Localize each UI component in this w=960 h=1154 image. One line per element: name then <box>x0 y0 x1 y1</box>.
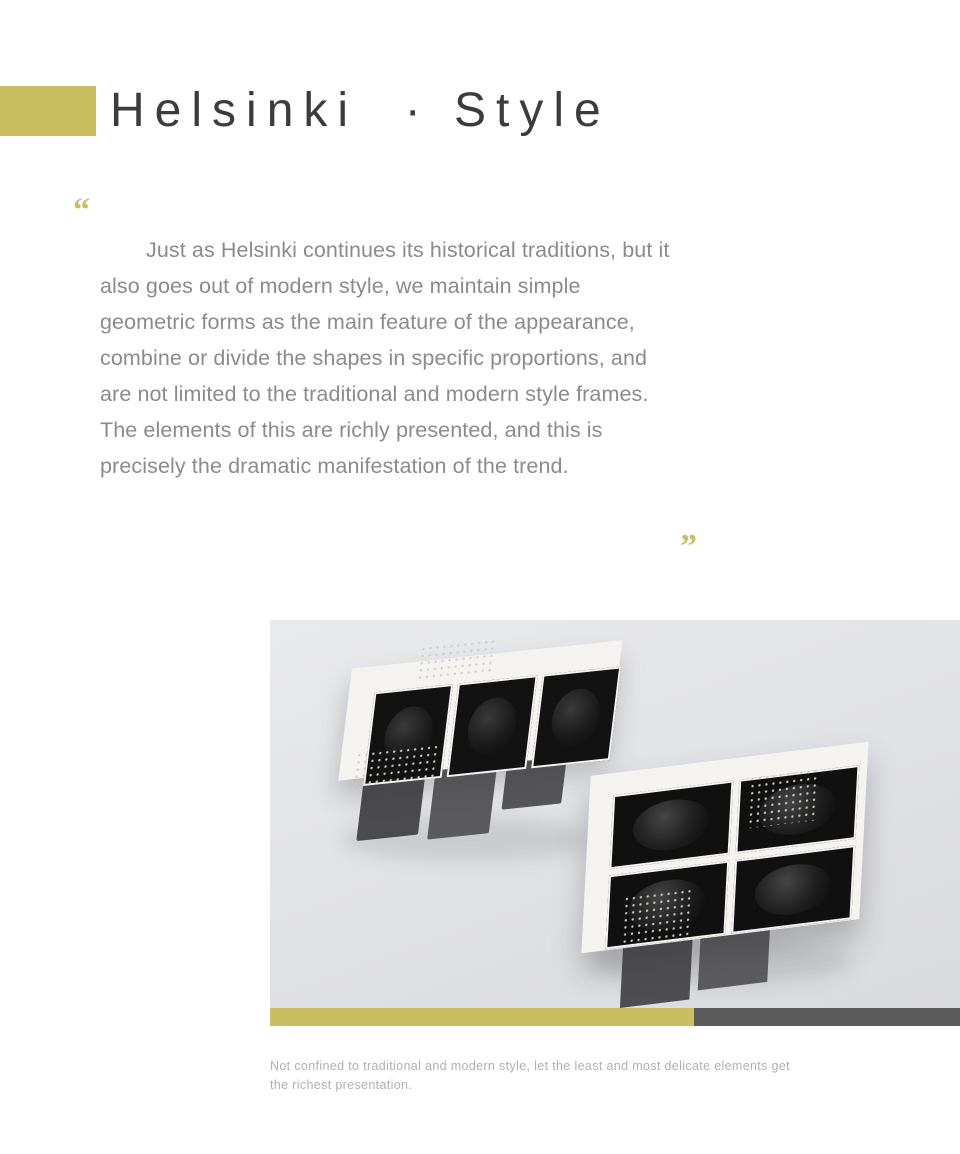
fixture-cell <box>447 675 537 777</box>
perforated-plaster-flange <box>621 887 693 948</box>
fixture-cell <box>731 845 855 934</box>
quote-open-icon: “ <box>73 192 90 229</box>
figure-caption: Not confined to traditional and modern style, let the least and most delicate elements get the richest presentation. <box>270 1058 790 1092</box>
caption-accent-bar-gold <box>270 1008 694 1026</box>
quote-close-icon: ” <box>680 528 697 565</box>
caption-accent-bar-grey <box>694 1008 960 1026</box>
four-cell-fixture <box>571 730 881 1000</box>
fixture-cell <box>531 666 621 768</box>
fixture-cell <box>609 780 733 869</box>
header-color-swatch <box>0 86 96 136</box>
page-header <box>0 78 611 144</box>
caption-accent-bar <box>270 1008 960 1026</box>
quote-text: Just as Helsinki continues its historical traditions, but it also goes out of modern style, we maintain simple geometric forms as the main feature of the appearance, combine or divide the shapes in specific proportions, and are not limited to the traditional and modern style frames. The elements of this are richly presented, and this is precisely the dramatic manifestation of the trend. <box>100 237 670 478</box>
product-photo <box>270 620 960 1008</box>
page-title: Helsinki · Style <box>110 84 611 137</box>
perforated-plaster-flange <box>747 767 819 828</box>
product-photo-scene <box>270 620 960 1008</box>
